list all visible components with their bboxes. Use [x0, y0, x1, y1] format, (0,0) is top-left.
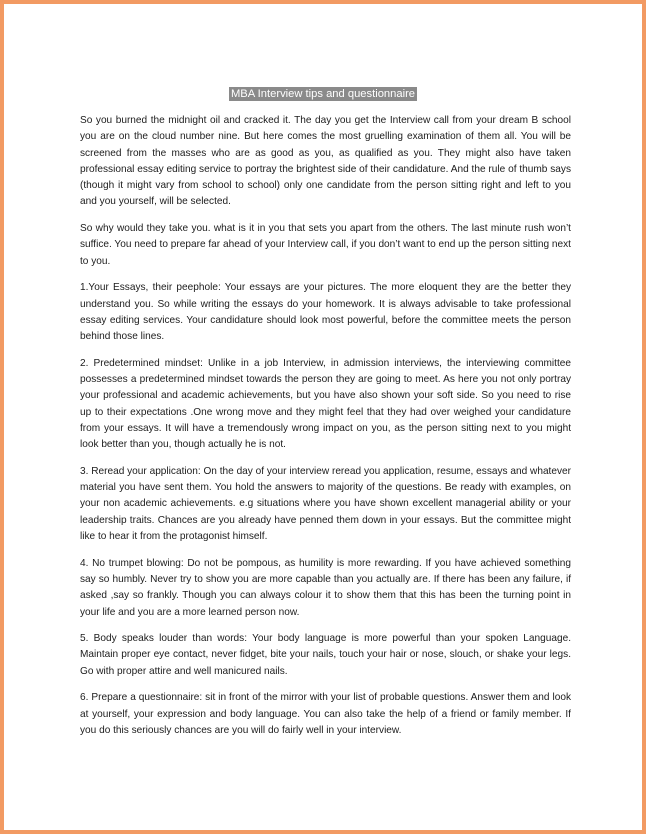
paragraph-tip-1: 1.Your Essays, their peephole: Your essays are your pictures. The more eloquent they are the better they understand you. So while writing the essays do your homework. It is always advisable to take professional essay editing services. Your candidature should look most powerful, before the committee meets the person behind those lines.: [80, 282, 571, 343]
paragraph-tip-3: 3. Reread your application: On the day of your interview reread you application, resume, essays and whatever material you have sent them. You hold the answers to majority of the questions. Be ready with examples, on your non academic achievements. e.g situations where you have shown excellent managerial ability or your leadership traits. Chances are you already have penned them down in your essays. But the committee might like to hear it from the protagonist himself.: [80, 465, 571, 543]
title-area: [4, 84, 642, 102]
document-title: MBA Interview tips and questionnaire: [230, 88, 416, 100]
paragraph-why: So why would they take you. what is it in you that sets you apart from the others. The last minute rush won’t suffice. You need to prepare far ahead of your Interview call, if you don’t want to end up the person sitting next to you.: [80, 223, 571, 267]
paragraph-tip-6: 6. Prepare a questionnaire: sit in front of the mirror with your list of probable questions. Answer them and look at yourself, your expression and body language. You can also take the help of a friend or family member. If you do this seriously chances are you will do fairly well in your interview.: [80, 692, 571, 736]
paragraph-intro: So you burned the midnight oil and cracked it. The day you get the Interview call from your dream B school you are on the cloud number nine. But here comes the most gruelling examination of them all. You will be screened from the masses who are as good as you, as qualified as you. They might also have taken professional essay editing service to portray the brightest side of their candidature. And the rule of thumb says (though it might vary from school to school) only one candidate from the person sitting right and left to you and you yourself, will be selected.: [80, 115, 571, 208]
paragraph-tip-4: 4. No trumpet blowing: Do not be pompous, as humility is more rewarding. If you have achieved something say so humbly. Never try to show you are more capable than you actually are. If there has been any failure, if asked ,say so frankly. Though you can always colour it to show them that this has been the turning point in your life and you are a more learned person now.: [80, 557, 571, 618]
paragraph-tip-5: 5. Body speaks louder than words: Your body language is more powerful than your spoken Language. Maintain proper eye contact, never fidget, bite your nails, touch your hair or nose, slouch, or shake your legs. Go with proper attire and well manicured nails.: [80, 633, 571, 677]
document-body: [80, 113, 571, 749]
paragraph-tip-2: 2. Predetermined mindset: Unlike in a job Interview, in admission interviews, the interviewing committee possesses a predetermined mindset towards the person they are going to meet. As here you not only portray your professional and academic achievements, but you have also shown your soft side. So you need to rise up to their expectations .One wrong move and they might feel that they had over weighed your candidature from your essays. It will have a tremendously wrong impact on you, as the person sitting next to you might look better than you, though actually he is not.: [80, 357, 571, 451]
